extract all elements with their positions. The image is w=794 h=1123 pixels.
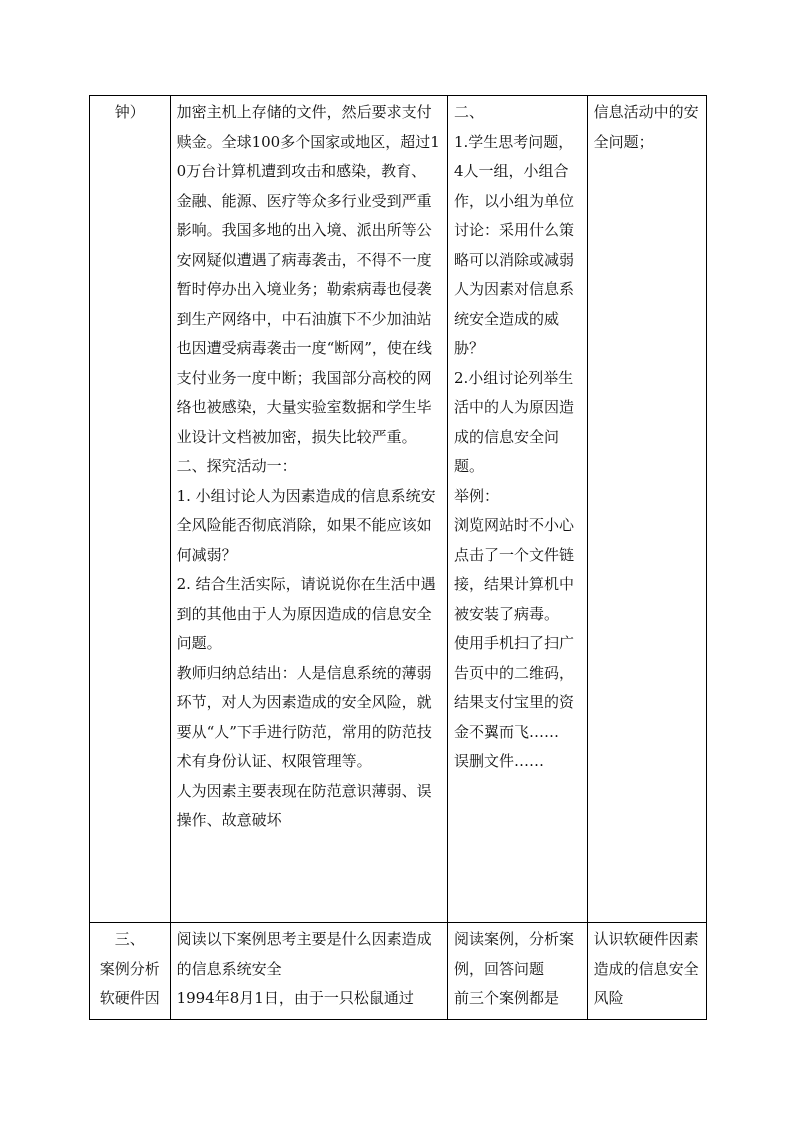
teacher-paragraph: 人为因素主要表现在防范意识薄弱、误操作、故意破坏 [176, 781, 432, 829]
design-intent-cell [587, 96, 706, 923]
teacher-paragraph: 2. 结合生活实际，请说说你在生活中遇到的其他由于人为原因造成的信息安全问题。 [176, 575, 436, 652]
teacher-activity-cell [170, 923, 447, 1020]
stage-text: 三、 [114, 930, 145, 948]
teacher-paragraph: 1. 小组讨论人为因素造成的信息系统安全风险能否彻底消除，如果不能应该如何减弱？ [176, 486, 436, 564]
table-row [90, 96, 707, 923]
teacher-paragraph: 二、探究活动一： [176, 457, 297, 475]
intent-text: 认识软硬件因素造成的信息安全风险 [593, 930, 699, 1007]
teacher-paragraph: 教师归纳总结出：人是信息系统的薄弱环节，对人为因素造成的安全风险，就要从“人”下手进行防范，常用的防范技术有身份认证、权限管理等。 [176, 663, 432, 770]
student-paragraph: 使用手机扫了扫广告页中的二维码，结果支付宝里的资金不翼而飞…… [453, 634, 574, 741]
table-row [90, 923, 707, 1020]
student-paragraph: 2.小组讨论列举生活中的人为原因造成的信息安全问题。 [453, 368, 574, 475]
teacher-paragraph: 阅读以下案例思考主要是什么因素造成的信息系统安全 [176, 930, 432, 978]
stage-text: 案例分析 [99, 959, 160, 978]
design-intent-cell [587, 923, 706, 1020]
stage-cell [90, 923, 171, 1020]
lesson-plan-table [89, 95, 707, 1020]
student-paragraph: 浏览网站时不小心点击了一个文件链接，结果计算机中被安装了病毒。 [453, 516, 574, 623]
student-paragraph: 二、 [453, 103, 484, 121]
teacher-paragraph: 1994年8月1日，由于一只松鼠通过 [176, 989, 414, 1007]
student-paragraph: 举例： [453, 486, 499, 505]
student-paragraph: 前三个案例都是 [453, 989, 559, 1007]
student-activity-cell [447, 96, 587, 923]
student-activity-cell [447, 923, 587, 1020]
teacher-activity-cell [170, 96, 447, 923]
stage-text: 软硬件因 [99, 989, 160, 1007]
student-paragraph: 阅读案例，分析案例，回答问题 [453, 930, 574, 978]
teacher-paragraph: 加密主机上存储的文件，然后要求支付赎金。全球100多个国家或地区，超过10万台计算机遭到攻击和感染，教育、金融、能源、医疗等众多行业受到严重影响。我国多地的出入境、派出所等公安网疑似遭遇了病毒袭击，不得不一度暂时停办出入境业务；勒索病毒也侵袭到生产网络中，中石油旗下不少加油站也因遭受病毒袭击一度“断网”，使在线支付业务一度中断；我国部分高校的网络也被感染，大量实验室数据和学生毕业设计文档被加密，损失比较严重。 [176, 103, 440, 446]
student-paragraph: 1.学生思考问题，4人一组，小组合作，以小组为单位讨论：采用什么策略可以消除或减弱人为因素对信息系统安全造成的威胁？ [453, 132, 574, 357]
stage-cell [90, 96, 171, 923]
student-paragraph: 误删文件…… [453, 752, 544, 770]
intent-text: 信息活动中的安全问题； [593, 103, 699, 151]
stage-text: 钟） [114, 103, 145, 121]
